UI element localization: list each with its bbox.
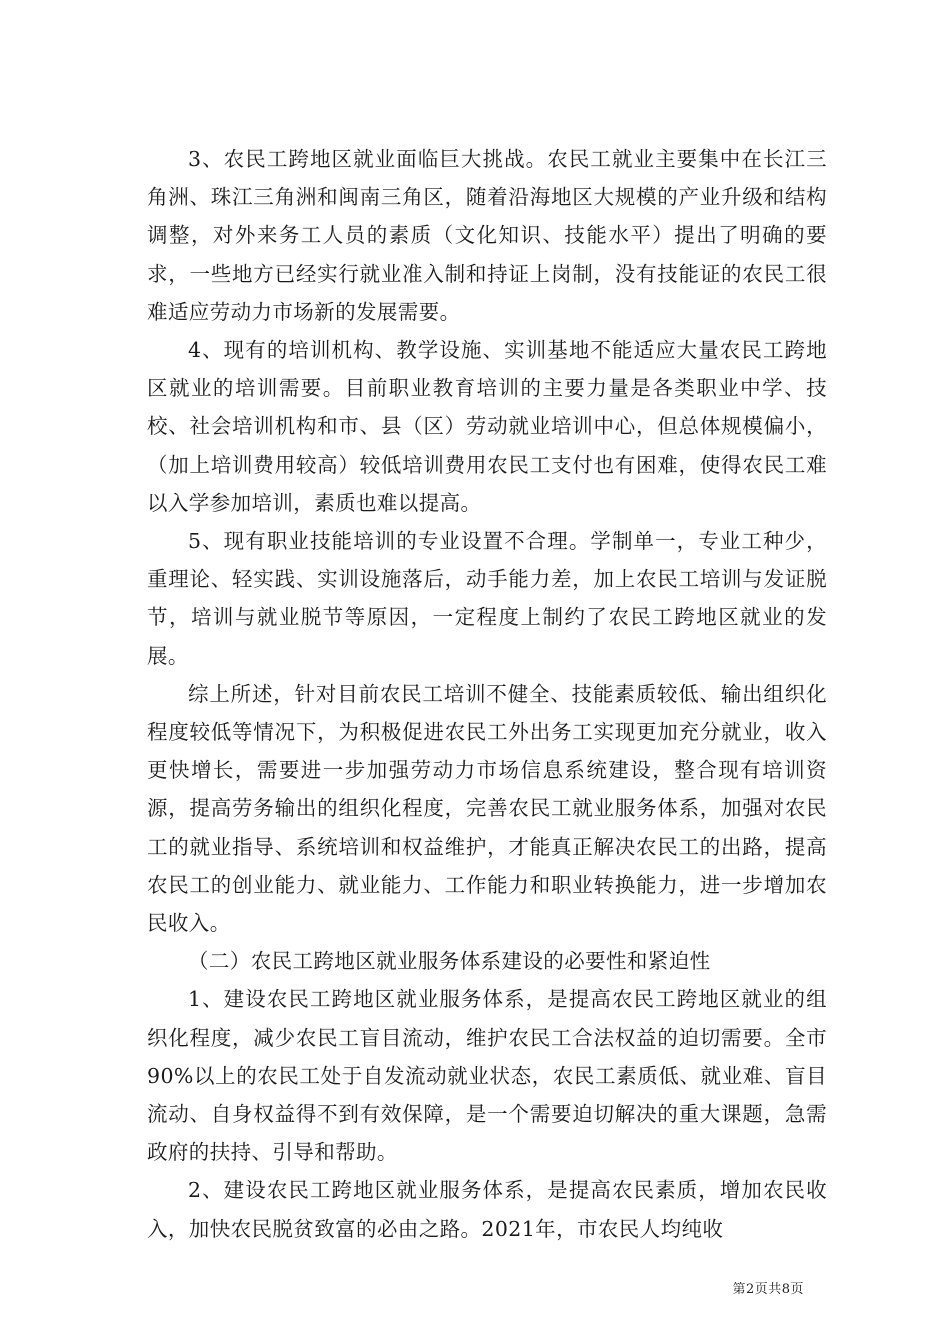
section-heading: （二）农民工跨地区就业服务体系建设的必要性和紧迫性 [188, 949, 711, 974]
paragraph-necessity-1: 1、建设农民工跨地区就业服务体系，是提高农民工跨地区就业的组织化程度，减少农民工盲目流动，维护农民工合法权益的迫切需要。全市90%以上的农民工处于自发流动就业状态，农民工素质低、就业难、盲目流动、自身权益得不到有效保障，是一个需要迫切解决的重大课题，急需政府的扶持、引导和帮助。 [147, 987, 827, 1165]
paragraph-curriculum: 5、现有职业技能培训的专业设置不合理。学制单一，专业工种少，重理论、轻实践、实训设施落后，动手能力差，加上农民工培训与发证脱节，培训与就业脱节等原因，一定程度上制约了农民工跨地区就业的发展。 [147, 529, 827, 668]
document-body [147, 140, 827, 1248]
paragraph-challenge: 3、农民工跨地区就业面临巨大挑战。农民工就业主要集中在长江三角洲、珠江三角洲和闽南三角区，随着沿海地区大规模的产业升级和结构调整，对外来务工人员的素质（文化知识、技能水平）提出了明确的要求，一些地方已经实行就业准入制和持证上岗制，没有技能证的农民工很难适应劳动力市场新的发展需要。 [147, 147, 827, 324]
page-footer: 第2页共8页 [732, 1282, 804, 1297]
paragraph-summary: 综上所述，针对目前农民工培训不健全、技能素质较低、输出组织化程度较低等情况下，为积极促进农民工外出务工实现更加充分就业，收入更快增长，需要进一步加强劳动力市场信息系统建设，整合现有培训资源，提高劳务输出的组织化程度，完善农民工就业服务体系，加强对农民工的就业指导、系统培训和权益维护，才能真正解决农民工的出路，提高农民工的创业能力、就业能力、工作能力和职业转换能力，进一步增加农民收入。 [147, 681, 827, 936]
paragraph-training-facilities: 4、现有的培训机构、教学设施、实训基地不能适应大量农民工跨地区就业的培训需要。目前职业教育培训的主要力量是各类职业中学、技校、社会培训机构和市、县（区）劳动就业培训中心，但总体规模偏小，（加上培训费用较高）较低培训费用农民工支付也有困难，使得农民工难以入学参加培训，素质也难以提高。 [147, 338, 827, 515]
paragraph-necessity-2: 2、建设农民工跨地区就业服务体系，是提高农民素质，增加农民收入，加快农民脱贫致富的必由之路。2021年，市农民人均纯收 [147, 1178, 827, 1241]
